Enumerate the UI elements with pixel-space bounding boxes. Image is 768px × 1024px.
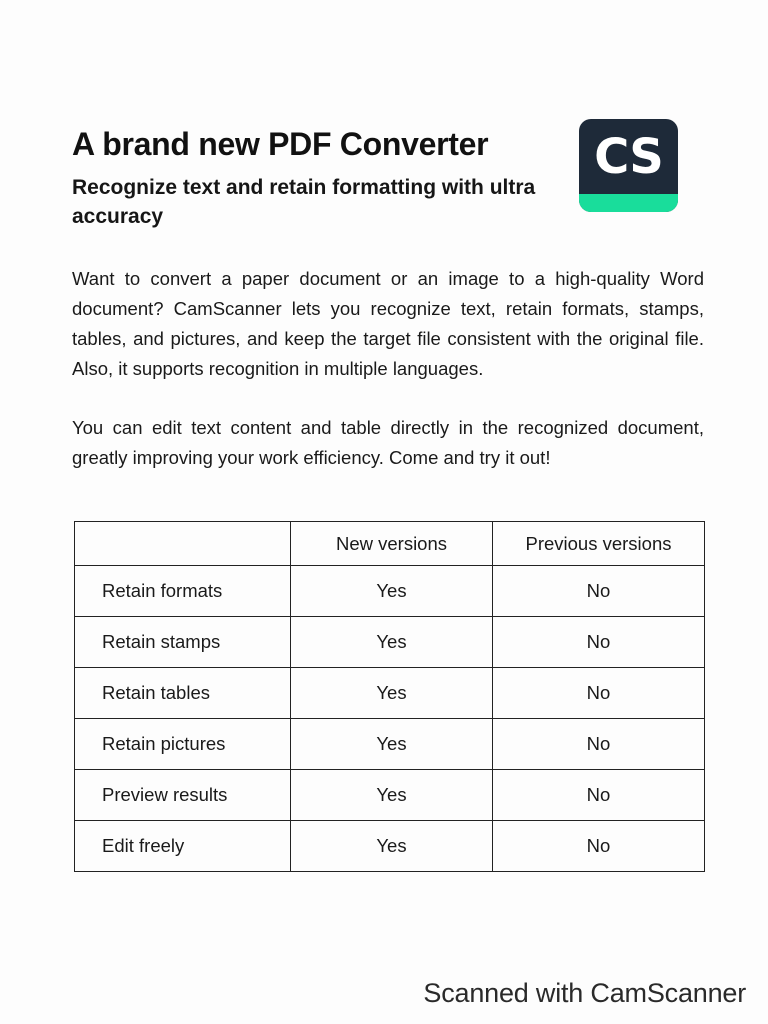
intro-paragraph: Want to convert a paper document or an image to a high-quality Word document? CamScanner lets you recognize text, retain formats, stamps, tables, and pictures, and keep the target file consistent with the original file. Also, it supports recognition in multiple languages. [72, 268, 704, 379]
header-cell-new-versions: New versions [291, 522, 493, 566]
logo-accent-band [579, 194, 678, 212]
page-title: A brand new PDF Converter [72, 126, 489, 162]
page-subtitle: Recognize text and retain formatting with ultra accuracy [72, 176, 536, 228]
new-version-cell: Yes [291, 719, 493, 770]
table-row [75, 566, 705, 617]
table-row [75, 821, 705, 872]
table-row [75, 668, 705, 719]
previous-version-cell: No [493, 566, 705, 617]
new-version-cell: Yes [291, 668, 493, 719]
header-cell-previous-versions: Previous versions [493, 522, 705, 566]
logo-text: CS [594, 129, 663, 185]
feature-cell: Retain tables [75, 668, 291, 719]
camscanner-logo-icon [579, 119, 678, 212]
feature-cell: Preview results [75, 770, 291, 821]
feature-cell: Edit freely [75, 821, 291, 872]
previous-version-cell: No [493, 770, 705, 821]
previous-version-cell: No [493, 617, 705, 668]
new-version-cell: Yes [291, 821, 493, 872]
feature-cell: Retain formats [75, 566, 291, 617]
new-version-cell: Yes [291, 770, 493, 821]
table-row [75, 770, 705, 821]
previous-version-cell: No [493, 821, 705, 872]
header-cell-empty [75, 522, 291, 566]
previous-version-cell: No [493, 668, 705, 719]
table-header-row [75, 522, 705, 566]
edit-paragraph: You can edit text content and table directly in the recognized document, greatly improving your work efficiency. Come and try it out! [72, 417, 704, 468]
table-row [75, 719, 705, 770]
feature-cell: Retain stamps [75, 617, 291, 668]
previous-version-cell: No [493, 719, 705, 770]
new-version-cell: Yes [291, 617, 493, 668]
camscanner-watermark: Scanned with CamScanner [423, 978, 746, 1008]
table-row [75, 617, 705, 668]
comparison-table [74, 521, 705, 872]
feature-cell: Retain pictures [75, 719, 291, 770]
new-version-cell: Yes [291, 566, 493, 617]
